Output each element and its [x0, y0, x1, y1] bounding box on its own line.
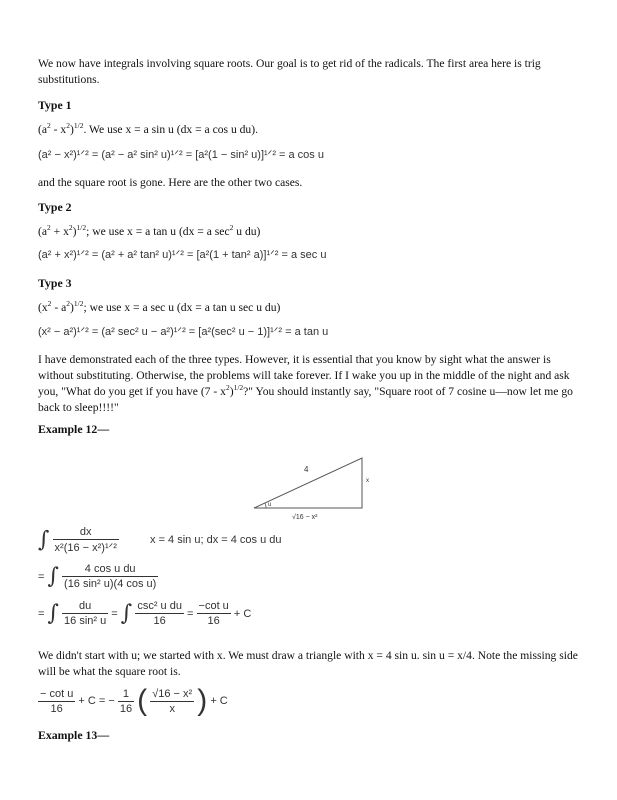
type1-after: and the square root is gone. Here are the other two cases.: [38, 176, 303, 189]
integral-line-2: = ∫ $\frac{\text{4 cos u du}}{\text{(16 sin² u)(4 cos u)}}$: [38, 563, 157, 590]
type2-heading: Type 2: [38, 200, 72, 214]
type3-equation: (x² − a²)¹ᐟ² = (a² sec² u − a²)¹ᐟ² = [a²(sec² u − 1)]¹ᐟ² = a tan u: [38, 326, 329, 338]
fraction: $\frac{\text{− cot u}}{16}$: [40, 687, 74, 715]
demonstration-paragraph: I have demonstrated each of the three types. However, it is essential that you know by sight what the answer is without substituting. Otherwise, the problems will take forever. If I wake you up in the middle of the night and ask you, "What do you get if you have $(7 - x^2)^{1/2}$?" You should instantly say, "Square root of 7 cosine u—now let me go back to sleep!!!!": [38, 353, 573, 414]
fraction: $\frac{dx}{\text{x²(16 − x²)¹ᐟ²}}$: [54, 526, 117, 554]
type1-equation: (a² − x²)¹ᐟ² = (a² − a² sin² u)¹ᐟ² = [a²(1 − sin² u)]¹ᐟ² = a cos u: [38, 149, 324, 161]
fraction: $\frac{\text{4 cos u du}}{\text{(16 sin² u)(4 cos u)}}$: [64, 563, 157, 590]
type2-rule: $(a^2 + x^2)^{1/2}$; we use x = a tan u (dx = a $\sec^2 u$ du): [38, 223, 261, 238]
integral-sign: ∫: [38, 527, 50, 553]
type2-equation: (a² + x²)¹ᐟ² = (a² + a² tan² u)¹ᐟ² = [a²(1 + tan² a)]¹ᐟ² = a sec u: [38, 249, 327, 261]
triangle-figure: [246, 452, 386, 524]
final-answer: $\frac{\text{− cot u}}{16}$ + C = − $\frac{1}{16}$ ( $\frac{\text{√16 − x²}}{x}$ ) + C: [40, 684, 228, 717]
adjacent-label: √16 − x²: [292, 514, 318, 521]
angle-arc: [265, 503, 266, 508]
type3-rule: $(x^2 - a^2)^{1/2}$; we use x = a sec u (dx = a tan u sec u du): [38, 299, 281, 314]
type3-heading: Type 3: [38, 276, 72, 290]
intro-paragraph: We now have integrals involving square roots. Our goal is to get rid of the radicals. The first area here is trig substitutions.: [38, 57, 541, 86]
opposite-label: x: [366, 478, 369, 484]
substitution-note: x = 4 sin u; dx = 4 cos u du: [150, 534, 282, 546]
integral-line-1: [38, 526, 281, 554]
fraction: $\frac{du}{\text{16 sin² u}}$: [64, 600, 107, 627]
hypotenuse-label: 4: [304, 465, 309, 474]
fraction: $\frac{\text{−cot u}}{16}$: [198, 600, 229, 627]
example12-heading: Example 12—: [38, 422, 110, 436]
integral-sign: ∫: [47, 601, 59, 626]
integral-sign: ∫: [47, 564, 59, 589]
type1-heading: Type 1: [38, 98, 72, 112]
fraction: $\frac{1}{16}$: [119, 687, 133, 715]
fraction: $\frac{\text{√16 − x²}}{x}$: [152, 687, 193, 715]
example13-heading: Example 13—: [38, 728, 110, 742]
type1-rule: $(a^2 - x^2)^{1/2}$. We use x = a sin u (dx = a cos u du).: [38, 121, 258, 136]
explanation-paragraph: We didn't start with u; we started with x. We must draw a triangle with x = 4 sin u. sin u = x/4. Note the missing side will be what the square root is.: [38, 649, 578, 678]
fraction: $\frac{\text{csc² u du}}{16}$: [137, 600, 182, 627]
integral-line-3: = ∫ $\frac{du}{\text{16 sin² u}}$ = ∫ $\frac{\text{csc² u du}}{16}$ = $\frac{\text{−cot u}}{16}$ + C: [38, 600, 252, 627]
angle-label: u: [268, 502, 272, 508]
integral-sign: ∫: [120, 601, 133, 626]
